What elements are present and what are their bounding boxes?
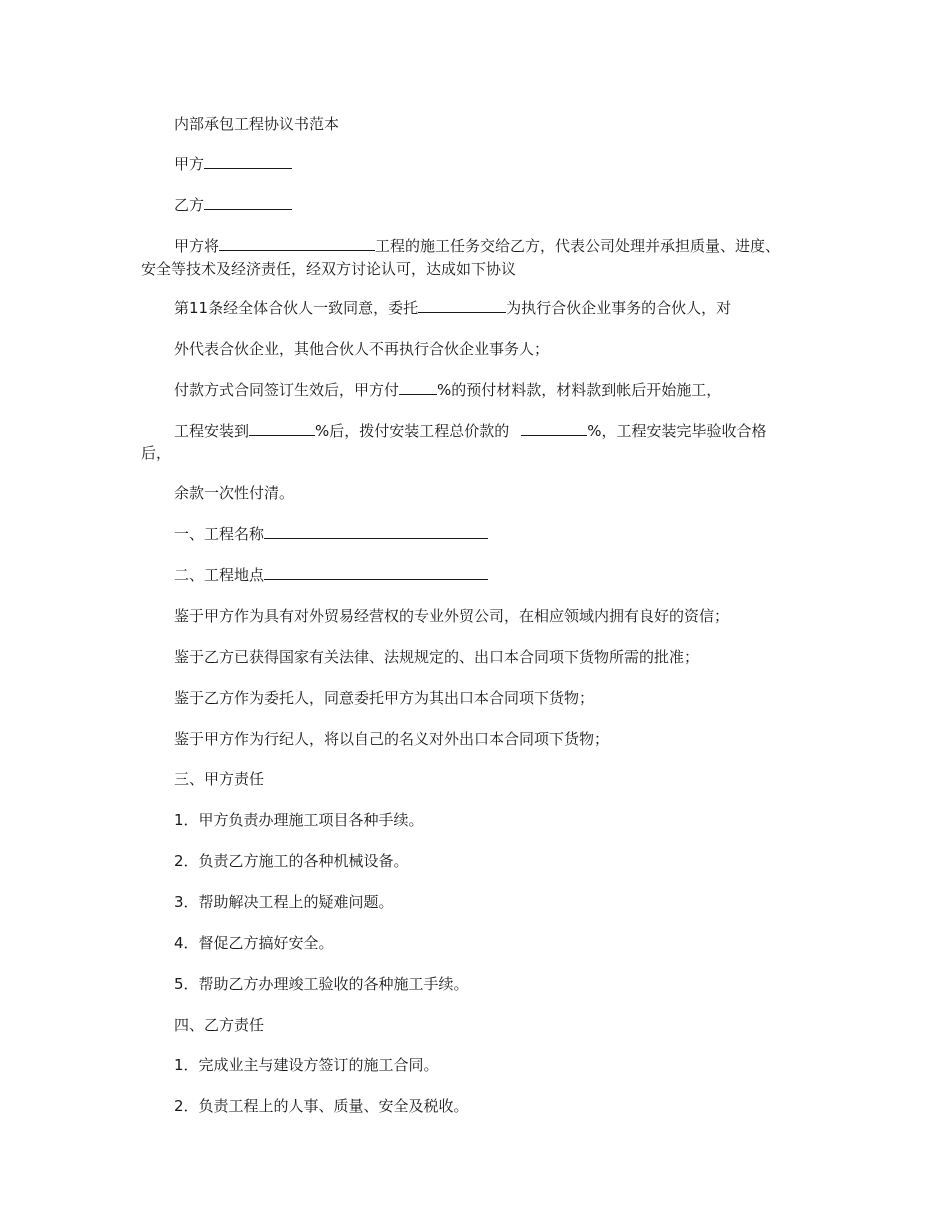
section-1-line: [174, 523, 950, 545]
party-b-label: 乙方: [174, 196, 205, 214]
p2-text-a: 第11条经全体合伙人一致同意，委托: [174, 299, 419, 317]
p1-text-b: 工程的施工任务交给乙方，代表公司处理并承担质量、进度、: [375, 237, 781, 255]
p4-text-a: 工程安装到: [174, 422, 250, 440]
section-2-line: [174, 564, 950, 586]
party-a-duty-5: 5．帮助乙方办理竣工验收的各种施工手续。: [174, 975, 469, 993]
recital-1: 鉴于甲方作为具有对外贸易经营权的专业外贸公司，在相应领域内拥有良好的资信；: [174, 607, 730, 625]
paragraph-4-line-2: 后，: [141, 444, 172, 462]
recital-3: 鉴于乙方作为委托人，同意委托甲方为其出口本合同项下货物；: [174, 689, 595, 707]
party-b-duty-2: 2．负责工程上的人事、质量、安全及税收。: [174, 1097, 469, 1115]
paragraph-2-line-2: 外代表合伙企业，其他合伙人不再执行合伙企业事务人；: [174, 340, 550, 358]
p4-text-c: %，工程安装完毕验收合格: [587, 422, 767, 440]
paragraph-1-line-1: [174, 235, 950, 257]
party-a-duty-3: 3．帮助解决工程上的疑难问题。: [174, 893, 394, 911]
party-b-line: [174, 194, 950, 216]
party-a-duty-1: 1．甲方负责办理施工项目各种手续。: [174, 811, 424, 829]
project-name-blank[interactable]: [219, 235, 375, 251]
install-percent-blank[interactable]: [249, 420, 315, 436]
section-2-label: 二、工程地点: [174, 566, 265, 584]
paragraph-4-line-1: [174, 420, 950, 442]
paragraph-3: [174, 379, 950, 401]
section-1-label: 一、工程名称: [174, 525, 265, 543]
recital-4: 鉴于甲方作为行纪人，将以自己的名义对外出口本合同项下货物；: [174, 730, 610, 748]
document-title: 内部承包工程协议书范本: [174, 115, 340, 133]
party-a-blank[interactable]: [204, 153, 292, 169]
p3-text-b: %的预付材料款，材料款到帐后开始施工，: [437, 381, 722, 399]
section-3-heading: 三、甲方责任: [174, 770, 265, 788]
paragraph-1-line-2: 安全等技术及经济责任，经双方讨论认可，达成如下协议: [141, 260, 517, 278]
p3-text-a: 付款方式合同签订生效后，甲方付: [174, 381, 400, 399]
paragraph-5: 余款一次性付清。: [174, 484, 295, 502]
p2-text-b: 为执行合伙企业事务的合伙人，对: [506, 299, 732, 317]
project-title-blank[interactable]: [264, 523, 488, 539]
party-a-duty-4: 4．督促乙方搞好安全。: [174, 934, 334, 952]
paragraph-2-line-1: [174, 297, 950, 319]
partner-blank[interactable]: [418, 297, 506, 313]
section-4-heading: 四、乙方责任: [174, 1016, 265, 1034]
p4-text-b: %后，拨付安装工程总价款的: [315, 422, 510, 440]
party-b-duty-1: 1．完成业主与建设方签订的施工合同。: [174, 1056, 439, 1074]
recital-2: 鉴于乙方已获得国家有关法律、法规规定的、出口本合同项下货物所需的批准；: [174, 648, 700, 666]
project-location-blank[interactable]: [264, 564, 488, 580]
party-a-duty-2: 2．负责乙方施工的各种机械设备。: [174, 852, 409, 870]
p1-text-a: 甲方将: [174, 237, 220, 255]
party-a-line: [174, 153, 950, 175]
prepay-percent-blank[interactable]: [399, 379, 437, 395]
payment-percent-blank[interactable]: [521, 420, 587, 436]
party-b-blank[interactable]: [204, 194, 292, 210]
party-a-label: 甲方: [174, 155, 205, 173]
